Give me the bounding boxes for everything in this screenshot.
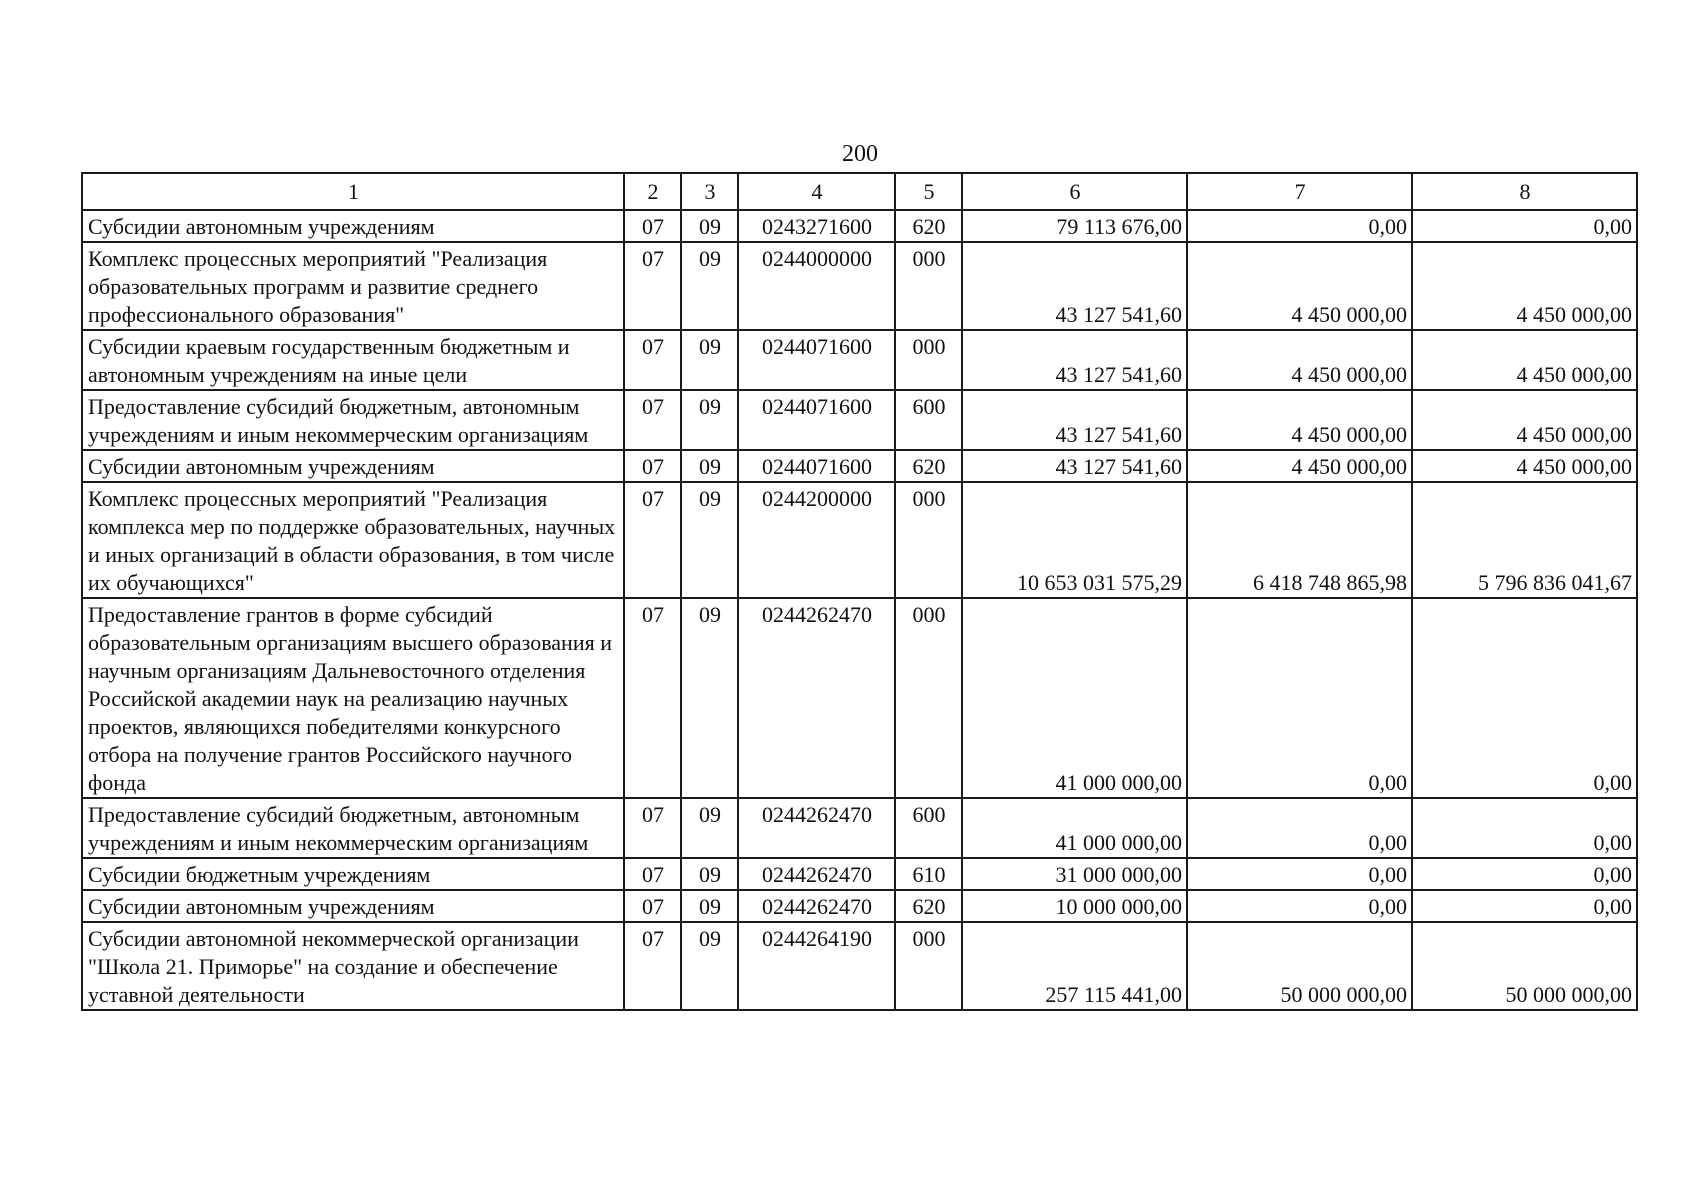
section-cell: 07 [624, 890, 681, 922]
row-name-cell: Комплекс процессных мероприятий "Реализация образовательных программ и развитие среднего профессионального образования" [82, 242, 624, 330]
table-row [82, 482, 1637, 598]
amount-col6-cell: 79 113 676,00 [962, 210, 1187, 242]
amount-col8-cell: 4 450 000,00 [1412, 242, 1637, 330]
expense-type-cell: 600 [895, 390, 962, 450]
table-row [82, 922, 1637, 1010]
expense-type-cell: 000 [895, 242, 962, 330]
target-item-cell: 0244262470 [738, 890, 895, 922]
target-item-cell: 0244262470 [738, 858, 895, 890]
target-item-cell: 0244262470 [738, 598, 895, 798]
amount-col8-cell: 0,00 [1412, 858, 1637, 890]
amount-col6-cell: 257 115 441,00 [962, 922, 1187, 1010]
row-name-cell: Субсидии автономным учреждениям [82, 450, 624, 482]
column-header: 4 [738, 173, 895, 210]
section-cell: 07 [624, 210, 681, 242]
amount-col8-cell: 0,00 [1412, 890, 1637, 922]
target-item-cell: 0244000000 [738, 242, 895, 330]
amount-col7-cell: 4 450 000,00 [1187, 390, 1412, 450]
section-cell: 07 [624, 330, 681, 390]
subsection-cell: 09 [681, 482, 738, 598]
section-cell: 07 [624, 390, 681, 450]
row-name-cell: Предоставление грантов в форме субсидий образовательным организациям высшего образования и научным организациям Дальневосточного отделения Российской академии наук на реализацию научных проектов, являющихся победителями конкурсного отбора на получение грантов Российского научного фонда [82, 598, 624, 798]
amount-col6-cell: 43 127 541,60 [962, 450, 1187, 482]
amount-col7-cell: 4 450 000,00 [1187, 242, 1412, 330]
expense-type-cell: 000 [895, 482, 962, 598]
amount-col7-cell: 50 000 000,00 [1187, 922, 1412, 1010]
target-item-cell: 0244071600 [738, 330, 895, 390]
section-cell: 07 [624, 922, 681, 1010]
expense-type-cell: 620 [895, 890, 962, 922]
amount-col6-cell: 43 127 541,60 [962, 242, 1187, 330]
row-name-cell: Предоставление субсидий бюджетным, автономным учреждениям и иным некоммерческим организациям [82, 798, 624, 858]
expense-type-cell: 600 [895, 798, 962, 858]
amount-col7-cell: 0,00 [1187, 798, 1412, 858]
subsection-cell: 09 [681, 450, 738, 482]
column-header: 5 [895, 173, 962, 210]
table-row [82, 890, 1637, 922]
subsection-cell: 09 [681, 242, 738, 330]
expense-type-cell: 000 [895, 598, 962, 798]
header-row [82, 173, 1637, 210]
subsection-cell: 09 [681, 798, 738, 858]
column-header: 2 [624, 173, 681, 210]
amount-col8-cell: 0,00 [1412, 598, 1637, 798]
amount-col8-cell: 0,00 [1412, 798, 1637, 858]
target-item-cell: 0244264190 [738, 922, 895, 1010]
budget-table [81, 172, 1638, 1011]
page-number: 200 [842, 141, 878, 167]
target-item-cell: 0244071600 [738, 390, 895, 450]
table-row [82, 242, 1637, 330]
amount-col6-cell: 10 000 000,00 [962, 890, 1187, 922]
target-item-cell: 0244200000 [738, 482, 895, 598]
section-cell: 07 [624, 598, 681, 798]
amount-col8-cell: 5 796 836 041,67 [1412, 482, 1637, 598]
row-name-cell: Субсидии автономным учреждениям [82, 890, 624, 922]
row-name-cell: Субсидии бюджетным учреждениям [82, 858, 624, 890]
section-cell: 07 [624, 798, 681, 858]
row-name-cell: Субсидии автономной некоммерческой организации "Школа 21. Приморье" на создание и обеспечение уставной деятельности [82, 922, 624, 1010]
table-row [82, 858, 1637, 890]
subsection-cell: 09 [681, 858, 738, 890]
expense-type-cell: 000 [895, 922, 962, 1010]
row-name-cell: Комплекс процессных мероприятий "Реализация комплекса мер по поддержке образовательных, научных и иных организаций в области образования, в том числе их обучающихся" [82, 482, 624, 598]
amount-col7-cell: 4 450 000,00 [1187, 450, 1412, 482]
table-row [82, 390, 1637, 450]
amount-col6-cell: 10 653 031 575,29 [962, 482, 1187, 598]
subsection-cell: 09 [681, 390, 738, 450]
column-header: 6 [962, 173, 1187, 210]
expense-type-cell: 000 [895, 330, 962, 390]
section-cell: 07 [624, 450, 681, 482]
subsection-cell: 09 [681, 890, 738, 922]
target-item-cell: 0244262470 [738, 798, 895, 858]
amount-col6-cell: 31 000 000,00 [962, 858, 1187, 890]
amount-col7-cell: 0,00 [1187, 890, 1412, 922]
amount-col8-cell: 4 450 000,00 [1412, 450, 1637, 482]
amount-col7-cell: 6 418 748 865,98 [1187, 482, 1412, 598]
amount-col6-cell: 43 127 541,60 [962, 390, 1187, 450]
section-cell: 07 [624, 242, 681, 330]
expense-type-cell: 620 [895, 210, 962, 242]
subsection-cell: 09 [681, 922, 738, 1010]
amount-col6-cell: 41 000 000,00 [962, 598, 1187, 798]
table-row [82, 450, 1637, 482]
amount-col6-cell: 43 127 541,60 [962, 330, 1187, 390]
section-cell: 07 [624, 482, 681, 598]
column-header: 7 [1187, 173, 1412, 210]
amount-col7-cell: 0,00 [1187, 858, 1412, 890]
column-header: 3 [681, 173, 738, 210]
column-header: 1 [82, 173, 624, 210]
table-row [82, 330, 1637, 390]
subsection-cell: 09 [681, 598, 738, 798]
amount-col8-cell: 50 000 000,00 [1412, 922, 1637, 1010]
column-header: 8 [1412, 173, 1637, 210]
table-row [82, 210, 1637, 242]
amount-col7-cell: 0,00 [1187, 210, 1412, 242]
target-item-cell: 0243271600 [738, 210, 895, 242]
amount-col8-cell: 4 450 000,00 [1412, 390, 1637, 450]
row-name-cell: Субсидии автономным учреждениям [82, 210, 624, 242]
table-row [82, 598, 1637, 798]
amount-col8-cell: 4 450 000,00 [1412, 330, 1637, 390]
expense-type-cell: 610 [895, 858, 962, 890]
table-row [82, 798, 1637, 858]
target-item-cell: 0244071600 [738, 450, 895, 482]
amount-col7-cell: 0,00 [1187, 598, 1412, 798]
subsection-cell: 09 [681, 330, 738, 390]
row-name-cell: Субсидии краевым государственным бюджетным и автономным учреждениям на иные цели [82, 330, 624, 390]
amount-col7-cell: 4 450 000,00 [1187, 330, 1412, 390]
row-name-cell: Предоставление субсидий бюджетным, автономным учреждениям и иным некоммерческим организациям [82, 390, 624, 450]
expense-type-cell: 620 [895, 450, 962, 482]
subsection-cell: 09 [681, 210, 738, 242]
section-cell: 07 [624, 858, 681, 890]
amount-col6-cell: 41 000 000,00 [962, 798, 1187, 858]
amount-col8-cell: 0,00 [1412, 210, 1637, 242]
